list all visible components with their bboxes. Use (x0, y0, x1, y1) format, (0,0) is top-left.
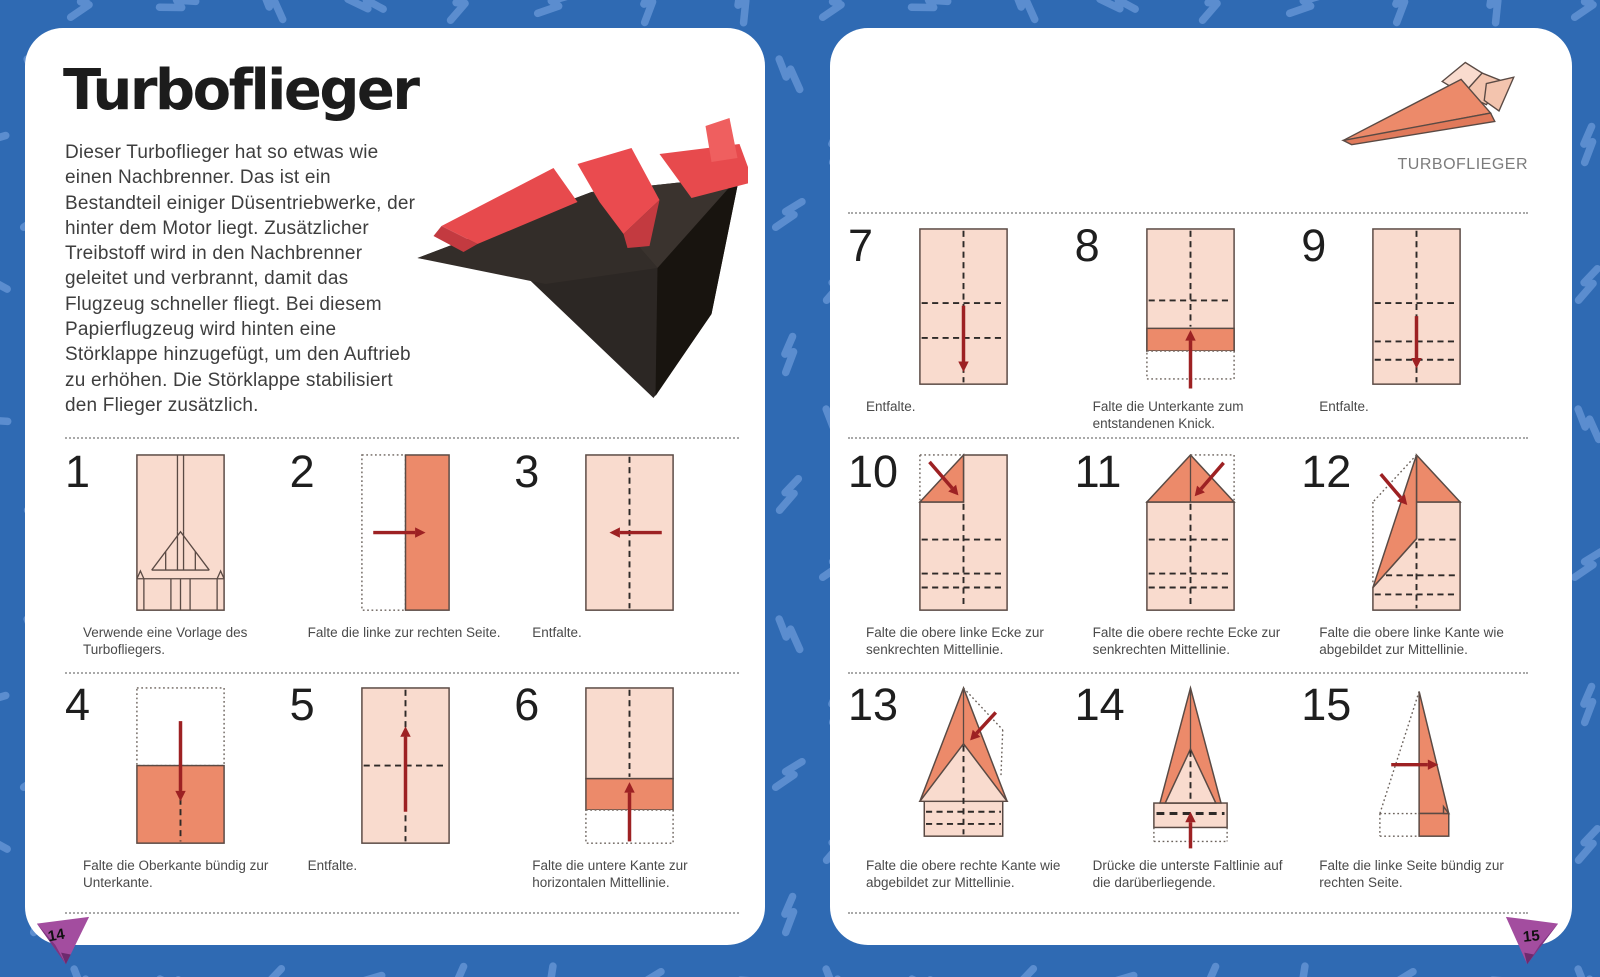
step-9 (1301, 222, 1528, 446)
step-13 (848, 681, 1075, 905)
chapter-label: TURBOFLIEGER (1397, 156, 1528, 173)
step-caption: Drücke die unterste Faltlinie auf die darüberliegende. (1092, 858, 1283, 890)
page-number: 15 (1522, 927, 1541, 946)
step-caption: Falte die obere linke Ecke zur senkrechten Mittellinie. (866, 625, 1044, 657)
dotted-divider (848, 437, 1528, 439)
step-number: 3 (514, 446, 540, 497)
page-number: 14 (46, 925, 67, 946)
diagram-step-8 (1125, 222, 1256, 392)
diagram-step-12 (1351, 448, 1482, 618)
turboflieger-plane-icon (1334, 52, 1524, 152)
diagram-step-4 (115, 681, 246, 851)
diagram-step-6 (564, 681, 695, 851)
step-caption: Falte die untere Kante zur horizontalen Mittellinie. (532, 858, 688, 890)
diagram-step-14 (1125, 681, 1256, 851)
dotted-divider (848, 912, 1528, 914)
step-number: 1 (65, 446, 91, 497)
step-number: 14 (1074, 679, 1125, 730)
step-caption: Falte die obere linke Kante wie abgebildet zur Mittellinie. (1319, 625, 1504, 657)
step-caption: Falte die linke zur rechten Seite. (307, 625, 501, 640)
step-4 (65, 681, 290, 905)
step-number: 8 (1074, 220, 1100, 271)
step-number: 15 (1301, 679, 1352, 730)
diagram-step-2 (340, 448, 471, 618)
step-number: 6 (514, 679, 540, 730)
page-title: Turboflieger (63, 58, 418, 123)
step-number: 9 (1301, 220, 1327, 271)
step-number: 10 (848, 446, 899, 497)
diagram-step-10 (898, 448, 1029, 618)
diagram-step-13 (898, 681, 1029, 851)
page-left (25, 28, 765, 945)
diagram-step-1 (115, 448, 246, 618)
step-1 (65, 448, 290, 672)
step-caption: Falte die obere rechte Kante wie abgebildet zur Mittellinie. (866, 858, 1061, 890)
step-caption: Falte die Unterkante zum entstandenen Knick. (1092, 399, 1244, 431)
diagram-step-5 (340, 681, 471, 851)
dotted-divider (65, 437, 739, 439)
step-15 (1301, 681, 1528, 905)
step-caption: Entfalte. (1319, 399, 1369, 414)
step-caption: Entfalte. (866, 399, 916, 414)
step-number: 11 (1074, 446, 1122, 497)
step-number: 4 (65, 679, 91, 730)
step-3 (514, 448, 739, 672)
diagram-step-3 (564, 448, 695, 618)
step-caption: Entfalte. (307, 858, 358, 873)
step-caption: Falte die Oberkante bündig zur Unterkante. (83, 858, 269, 890)
step-number: 5 (289, 679, 315, 730)
dotted-divider (848, 672, 1528, 674)
page-number-badge-right (1503, 915, 1561, 967)
step-number: 2 (289, 446, 315, 497)
step-8 (1075, 222, 1302, 446)
step-number: 13 (848, 679, 899, 730)
step-12 (1301, 448, 1528, 672)
step-caption: Falte die obere rechte Ecke zur senkrechten Mittellinie. (1092, 625, 1281, 657)
diagram-step-11 (1125, 448, 1256, 618)
step-11 (1075, 448, 1302, 672)
dotted-divider (848, 212, 1528, 214)
step-10 (848, 448, 1075, 672)
diagram-step-9 (1351, 222, 1482, 392)
step-14 (1075, 681, 1302, 905)
step-number: 12 (1301, 446, 1352, 497)
step-7 (848, 222, 1075, 446)
page-right (830, 28, 1572, 945)
dotted-divider (65, 672, 739, 674)
step-2 (290, 448, 515, 672)
step-caption: Falte die linke Seite bündig zur rechten Seite. (1319, 858, 1504, 890)
page-number-badge-left (34, 915, 92, 967)
paper-plane-photo (403, 106, 748, 406)
diagram-step-15 (1351, 681, 1482, 851)
diagram-step-7 (898, 222, 1029, 392)
step-caption: Entfalte. (532, 625, 582, 640)
step-number: 7 (848, 220, 874, 271)
intro-paragraph: Dieser Turboflieger hat so etwas wie einen Nachbrenner. Das ist ein Bestandteil einiger Düsentriebwerke, der hinter dem Motor liegt. Zusätzlicher Treibstoff wird in den Nachbrenner geleitet und verbrannt, damit das Flugzeug schneller fliegt. Bei diesem Papierflugzeug wird hinten eine Störklappe hinzugefügt, um den Auftrieb zu erhöhen. Die Störklappe stabilisiert den Flieger zusätzlich. (65, 142, 416, 416)
dotted-divider (65, 912, 739, 914)
step-caption: Verwende eine Vorlage des Turbofliegers. (83, 625, 248, 657)
step-5 (290, 681, 515, 905)
step-6 (514, 681, 739, 905)
